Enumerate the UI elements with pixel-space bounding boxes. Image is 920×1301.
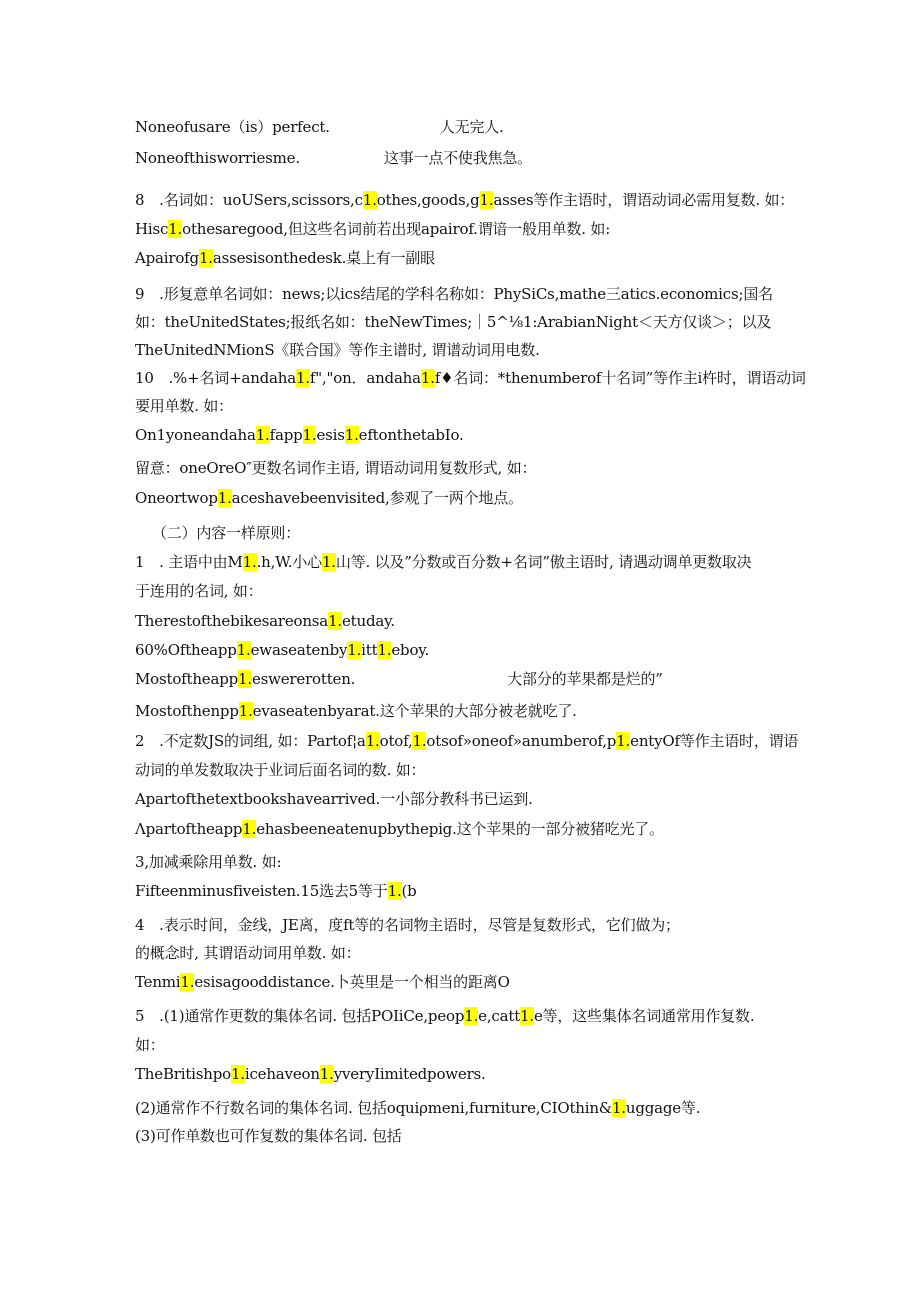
highlighted-text: 1. [328, 612, 342, 630]
text-line [135, 424, 464, 446]
text-segment: 1 . 主语中由M [135, 553, 243, 571]
text-line [135, 116, 504, 138]
highlighted-text: 1. [302, 426, 317, 444]
text-segment: Therestofthebikesareonsa [135, 612, 329, 630]
text-segment: ehasbeeneatenupbythepig.这个苹果的一部分被猪吃光了。 [256, 820, 664, 838]
text-segment: Fifteenminusfiveisten.15选去5等于 [135, 882, 388, 900]
highlighted-text: 1. [420, 369, 435, 387]
text-line [135, 668, 663, 690]
highlighted-text: 1. [238, 702, 253, 720]
highlighted-text: 1. [464, 1007, 479, 1025]
text-segment: f","on．andaha [309, 369, 421, 387]
highlighted-text: 1. [217, 489, 232, 507]
text-line [135, 942, 360, 964]
text-segment: 9 .形复意单名词如：news;以ics结尾的学科名称如：PhySiCs,mathe三atics.economics;国名 [135, 285, 773, 303]
highlighted-text: 1. [362, 191, 377, 209]
text-segment: .h,W.小心 [256, 553, 322, 571]
highlighted-text: 1. [479, 191, 494, 209]
text-segment: Apartofthetextbookshavearrived.一小部分教科书已运到. [135, 790, 533, 808]
highlighted-text: 1. [242, 820, 257, 838]
text-segment: othesaregood,但这些名词前若出现apairof.谓谙一般用单数. 如: [182, 220, 611, 238]
text-line [135, 311, 771, 333]
text-line [135, 147, 532, 169]
text-segment: 60%Oftheapp [135, 641, 237, 659]
text-segment: Oneortwop [135, 489, 218, 507]
text-segment: Mostoftheapp [135, 670, 239, 688]
text-segment: 大部分的苹果都是烂的” [507, 670, 663, 688]
text-line [152, 522, 300, 544]
text-segment: Noneofthisworriesme. [135, 149, 300, 167]
text-segment: 留意：oneOreO″更数名词作主语, 谓语动词用复数形式, 如： [135, 459, 537, 477]
text-segment: 10 .%+名词+andaha [135, 369, 296, 387]
text-line [135, 914, 680, 936]
text-segment: e等，这些集体名词通常用作复数. [533, 1007, 755, 1025]
text-line [135, 367, 806, 389]
highlighted-text: 1. [365, 732, 380, 750]
text-segment: 人无完人. [439, 118, 504, 136]
text-segment: On1yoneandaha [135, 426, 256, 444]
highlighted-text: 1. [611, 1099, 626, 1117]
highlighted-text: 1. [168, 220, 183, 238]
text-segment: 于连用的名词, 如： [135, 582, 263, 600]
text-segment: 8 .名词如：uoUSers,scissors,c [135, 191, 363, 209]
text-line [135, 487, 523, 509]
text-segment: itt [361, 641, 378, 659]
highlighted-text: 1. [236, 641, 251, 659]
text-segment: (3)可作单数也可作复数的集体名词. 包括 [135, 1127, 402, 1145]
text-segment: e,catt [478, 1007, 521, 1025]
highlighted-text: 1. [230, 1065, 245, 1083]
text-segment: 动词的单发数取决于业词后面名词的数. 如： [135, 761, 426, 779]
text-segment: Tenmi [135, 973, 181, 991]
text-segment: Apairofg [135, 249, 199, 267]
text-segment: entyOf等作主语时，谓语 [630, 732, 799, 750]
text-segment: etuday. [341, 612, 395, 630]
text-line [135, 1097, 700, 1119]
text-segment: asses等作主语时，谓语动词必需用复数. 如： [493, 191, 795, 209]
text-line [135, 339, 540, 361]
text-segment: (2)通常作不行数名词的集体名词. 包括oquiρmeni,furniture,CIOthin& [135, 1099, 612, 1117]
text-segment: uggage等. [625, 1099, 701, 1117]
text-line [135, 971, 510, 993]
highlighted-text: 1. [319, 1065, 334, 1083]
text-segment: evaseatenbyarat.这个苹果的大部分被老就吃了. [252, 702, 577, 720]
text-line [135, 610, 395, 632]
text-segment: 要用单数. 如： [135, 397, 233, 415]
text-segment: eboy. [391, 641, 430, 659]
text-segment: (b [401, 882, 417, 900]
text-line [135, 1125, 402, 1147]
text-segment: 如：theUnitedStates;报纸名如：theNewTimes;｜5^⅛1:ArabianNight＜天方仅谈＞；以及 [135, 313, 772, 331]
text-segment: 的概念时, 其谓语动词用单数. 如： [135, 944, 361, 962]
text-segment: yveryIimitedpowers. [333, 1065, 486, 1083]
text-segment: f♦名词：*thenumberof十名词”等作主i杵时，谓语动词 [434, 369, 806, 387]
highlighted-text: 1. [238, 670, 252, 688]
text-segment: ewaseatenby [250, 641, 348, 659]
text-segment: Hisc [135, 220, 169, 238]
text-segment: （二）内容一样原则： [152, 524, 301, 542]
text-segment: 2 .不定数JS的词组, 如：Partof¦a [135, 732, 366, 750]
text-segment: 如： [135, 1036, 165, 1054]
text-line [135, 700, 577, 722]
highlighted-text: 1. [344, 426, 359, 444]
text-line [135, 759, 425, 781]
highlighted-text: 1. [255, 426, 270, 444]
text-line [135, 1063, 486, 1085]
text-line [135, 283, 773, 305]
highlighted-text: 1. [321, 553, 336, 571]
text-line [135, 457, 536, 479]
highlighted-text: 1. [412, 732, 427, 750]
text-line [135, 580, 263, 602]
highlighted-text: 1. [296, 369, 310, 387]
text-segment: eftonthetabIo. [358, 426, 464, 444]
text-segment: esisagooddistance.卜英里是一个相当的距离O [194, 973, 510, 991]
text-segment: otof, [379, 732, 413, 750]
highlighted-text: 1. [180, 973, 195, 991]
highlighted-text: 1. [387, 882, 402, 900]
text-line [135, 395, 233, 417]
highlighted-text: 1. [347, 641, 362, 659]
text-line [135, 218, 610, 240]
highlighted-text: 1. [198, 249, 213, 267]
text-segment: TheUnitedNMionS《联合国》等作主谱时, 谓谱动词用电数. [135, 341, 540, 359]
highlighted-text: 1. [377, 641, 392, 659]
text-segment: 山等. 以及”分数或百分数+名词”傲主语时, 请遇动调单更数取决 [335, 553, 752, 571]
text-segment: 4 .表示时间，金线，JE离，度ft等的名词物主语时，尽管是复数形式，它们做为； [135, 916, 680, 934]
text-segment: Noneofusare（is）perfect. [135, 118, 330, 136]
text-line [135, 818, 664, 840]
text-segment: otsof»oneof»anumberof,p [426, 732, 617, 750]
text-line [135, 1005, 754, 1027]
text-segment: othes,goods,g [376, 191, 480, 209]
text-segment: aceshavebeenvisited,参观了一两个地点。 [231, 489, 523, 507]
highlighted-text: 1. [616, 732, 631, 750]
text-segment: 3,加减乘除用单数. 如: [135, 853, 282, 871]
text-line [135, 788, 533, 810]
text-segment: esis [316, 426, 345, 444]
text-segment: icehaveon [244, 1065, 320, 1083]
text-line [135, 189, 794, 211]
text-segment: eswererotten. [251, 670, 356, 688]
text-segment: Λpartoftheapp [135, 820, 243, 838]
text-line [135, 880, 417, 902]
text-line [135, 730, 798, 752]
highlighted-text: 1. [242, 553, 257, 571]
highlighted-text: 1. [520, 1007, 534, 1025]
text-line [135, 247, 435, 269]
text-segment: fapp [269, 426, 303, 444]
text-line [135, 551, 751, 573]
text-segment: 5 .(1)通常作更数的集体名词. 包括POIiCe,peop [135, 1007, 465, 1025]
text-segment: TheBritishpo [135, 1065, 231, 1083]
text-line [135, 639, 429, 661]
text-line [135, 1034, 165, 1056]
text-segment: 这事一点不使我焦急。 [383, 149, 532, 167]
text-segment: Mostofthenpp [135, 702, 239, 720]
text-segment: assesisonthedesk.桌上有一副眼 [212, 249, 435, 267]
text-line [135, 851, 281, 873]
